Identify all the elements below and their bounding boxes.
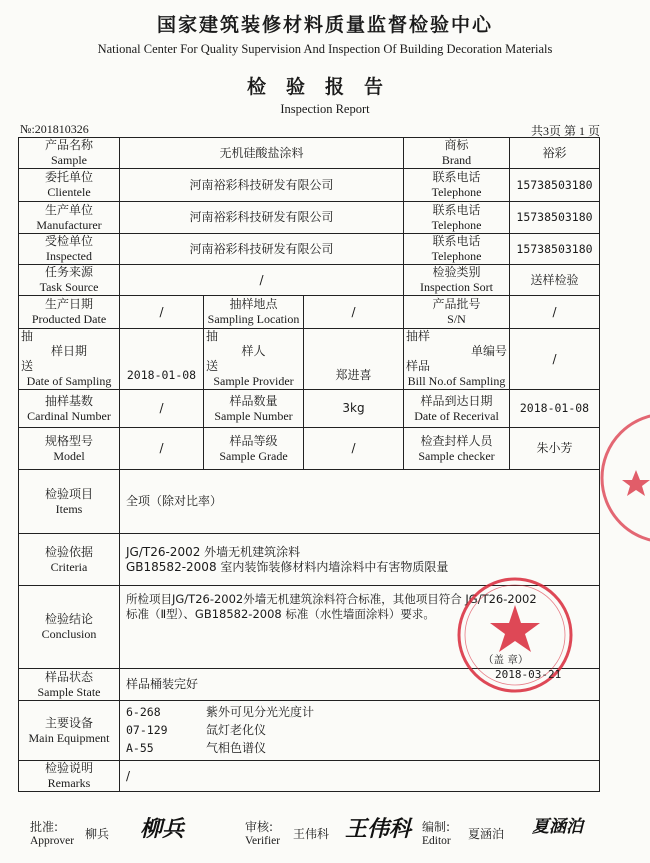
label-cardinal: 抽样基数 Cardinal Number	[19, 390, 120, 428]
editor-name: 夏涵泊	[468, 827, 505, 841]
label-conclusion: 检验结论 Conclusion	[19, 586, 120, 669]
seal-label: （盖 章）	[483, 654, 529, 666]
criteria-line-2: GB18582-2008 室内装饰装修材料内墙涂料中有害物质限量	[126, 559, 449, 574]
value-equipment	[120, 701, 600, 761]
report-title-cn: 检验报告	[246, 76, 403, 98]
label-manufacturer: 生产单位 Manufacturer	[19, 202, 120, 234]
row-sampling-date	[19, 329, 600, 390]
row-cardinal	[19, 390, 600, 428]
value-sample-checker: 朱小芳	[510, 428, 600, 470]
seal-date: 2018-03-21	[495, 668, 562, 681]
row-equipment	[19, 701, 600, 761]
value-items: 全项（除对比率）	[120, 470, 600, 534]
value-arrival-date: 2018-01-08	[510, 390, 600, 428]
value-sample: 无机硅酸盐涂料	[120, 138, 404, 169]
label-telephone-2: 联系电话 Telephone	[404, 202, 510, 234]
value-sample-grade: /	[304, 428, 404, 470]
label-task-source: 任务来源 Task Source	[19, 265, 120, 296]
equipment-item: 6-268 紫外可见分光光度计	[126, 705, 315, 719]
value-bill-no: /	[510, 329, 600, 390]
conclusion-line-2: 标准（Ⅱ型）、GB18582-2008 标准（水性墙面涂料）要求。	[126, 607, 435, 621]
label-items: 检验项目 Items	[19, 470, 120, 534]
value-brand: 裕彩	[510, 138, 600, 169]
row-sample	[19, 138, 600, 169]
label-sample-state: 样品状态 Sample State	[19, 669, 120, 701]
report-number: №:201810326	[20, 122, 89, 136]
row-inspected	[19, 234, 600, 265]
approver-name: 柳兵	[85, 827, 110, 841]
label-inspection-sort: 检验类别 Inspection Sort	[404, 265, 510, 296]
label-sample-grade: 样品等级 Sample Grade	[204, 428, 304, 470]
value-telephone-3: 15738503180	[510, 234, 600, 265]
label-remarks: 检验说明 Remarks	[19, 761, 120, 792]
conclusion-line-1: 所检项目JG/T26-2002外墙无机建筑涂料符合标准，其他项目符合 JG/T26-2002	[126, 592, 537, 606]
label-brand: 商标 Brand	[404, 138, 510, 169]
verifier-name: 王伟科	[293, 827, 330, 841]
label-sample-provider: 抽 样人 送 Sample Provider	[204, 329, 304, 390]
value-inspected: 河南裕彩科技研发有限公司	[120, 234, 404, 265]
value-task-source: /	[120, 265, 404, 296]
label-clientele: 委托单位 Clientele	[19, 169, 120, 202]
label-equipment: 主要设备 Main Equipment	[19, 701, 120, 761]
value-remarks: /	[120, 761, 600, 792]
equipment-item: A-55 气相色谱仪	[126, 741, 267, 755]
value-telephone-2: 15738503180	[510, 202, 600, 234]
editor-signature: 夏涵泊	[532, 817, 583, 837]
label-arrival-date: 样品到达日期 Date of Recerival	[404, 390, 510, 428]
value-sample-number: 3kg	[304, 390, 404, 428]
label-bill-no: 抽样 单编号 样品 Bill No.of Sampling	[404, 329, 510, 390]
value-sample-state: 样品桶装完好	[120, 669, 600, 701]
row-items	[19, 470, 600, 534]
row-remarks	[19, 761, 600, 792]
value-manufacturer: 河南裕彩科技研发有限公司	[120, 202, 404, 234]
criteria-line-1: JG/T26-2002 外墙无机建筑涂料	[126, 544, 301, 559]
label-sn: 产品批号 S/N	[404, 296, 510, 329]
value-model: /	[120, 428, 204, 470]
label-telephone-1: 联系电话 Telephone	[404, 169, 510, 202]
label-sample: 产品名称 Sample	[19, 138, 120, 169]
verifier-label: 审核: Verifier	[245, 820, 281, 847]
value-produced-date: /	[120, 296, 204, 329]
value-sn: /	[510, 296, 600, 329]
row-clientele	[19, 169, 600, 202]
center-title-cn: 国家建筑装修材料质量监督检验中心	[156, 14, 493, 36]
value-sample-provider: 郑进喜	[304, 329, 404, 390]
row-model	[19, 428, 600, 470]
equipment-item: 07-129 氙灯老化仪	[126, 723, 267, 737]
label-produced-date: 生产日期 Producted Date	[19, 296, 120, 329]
row-task-source	[19, 265, 600, 296]
value-sampling-location: /	[304, 296, 404, 329]
page-count: 共3页 第 1 页	[530, 124, 600, 138]
approver-signature: 柳兵	[140, 816, 185, 842]
value-cardinal: /	[120, 390, 204, 428]
row-manufacturer	[19, 202, 600, 234]
label-sample-checker: 检查封样人员 Sample checker	[404, 428, 510, 470]
label-inspected: 受检单位 Inspected	[19, 234, 120, 265]
row-produced-date	[19, 296, 600, 329]
partial-seal-icon	[596, 408, 650, 548]
value-telephone-1: 15738503180	[510, 169, 600, 202]
value-sampling-date: 2018-01-08	[120, 329, 204, 390]
verifier-signature: 王伟科	[345, 816, 412, 842]
label-sampling-location: 抽样地点 Sampling Location	[204, 296, 304, 329]
label-criteria: 检验依据 Criteria	[19, 534, 120, 586]
label-model: 规格型号 Model	[19, 428, 120, 470]
report-title-en: Inspection Report	[280, 102, 370, 116]
label-sampling-date: 抽 样日期 送 Date of Sampling	[19, 329, 120, 390]
editor-label: 编制: Editor	[422, 820, 451, 847]
center-title-en: National Center For Quality Supervision And Inspection Of Building Decoration Materials	[97, 42, 553, 56]
label-sample-number: 样品数量 Sample Number	[204, 390, 304, 428]
value-inspection-sort: 送样检验	[510, 265, 600, 296]
value-clientele: 河南裕彩科技研发有限公司	[120, 169, 404, 202]
label-telephone-3: 联系电话 Telephone	[404, 234, 510, 265]
approver-label: 批准: Approver	[30, 820, 75, 847]
